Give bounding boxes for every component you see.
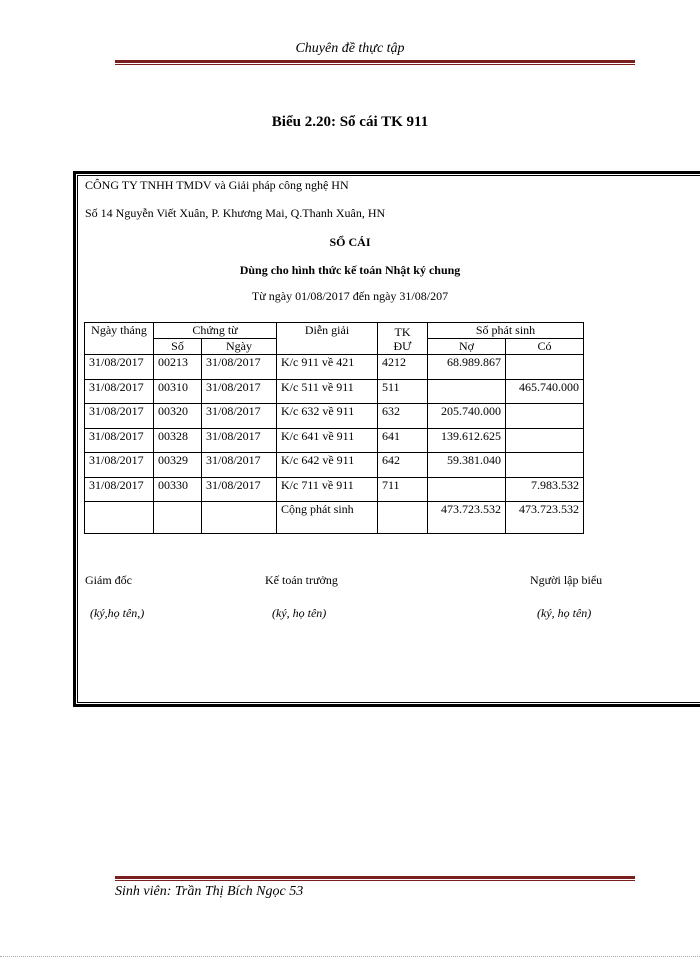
total-blank — [154, 502, 202, 534]
row-debit: 59.381.040 — [428, 453, 506, 478]
ledger-table — [84, 322, 584, 534]
row-description: K/c 632 về 911 — [277, 404, 378, 429]
figure-caption: Biểu 2.20: Sổ cái TK 911 — [271, 114, 429, 130]
total-blank — [202, 502, 277, 534]
total-label: Cộng phát sinh — [277, 502, 378, 534]
signature-role-chief-accountant: Kế toán trưởng — [265, 573, 338, 587]
row-voucher-no: 00329 — [154, 453, 202, 478]
row-voucher-date: 31/08/2017 — [202, 355, 277, 380]
col-header-description: Diễn giải — [277, 323, 378, 355]
ledger-period: Từ ngày 01/08/2017 đến ngày 31/08/207 — [251, 289, 449, 303]
row-account: 642 — [378, 453, 428, 478]
ledger-subtitle: Dùng cho hình thức kế toán Nhật ký chung — [239, 263, 461, 277]
row-debit — [428, 477, 506, 502]
footer-rule-thin — [115, 880, 635, 881]
ledger-title: SỔ CÁI — [329, 235, 371, 249]
row-description: K/c 641 về 911 — [277, 428, 378, 453]
row-credit: 7.983.532 — [506, 477, 584, 502]
header-rule — [115, 60, 635, 63]
signature-note-chief-accountant: (ký, họ tên) — [272, 606, 327, 620]
signature-note-preparer: (ký, họ tên) — [537, 606, 592, 620]
table-row — [85, 453, 584, 478]
col-header-voucher: Chứng từ — [154, 323, 277, 339]
row-voucher-date: 31/08/2017 — [202, 453, 277, 478]
page-header-title: Chuyên đề thực tập — [295, 41, 405, 56]
row-voucher-no: 00328 — [154, 428, 202, 453]
row-debit: 205.740.000 — [428, 404, 506, 429]
row-description: K/c 911 về 421 — [277, 355, 378, 380]
total-blank — [85, 502, 154, 534]
page-bottom-dotted-line — [0, 956, 700, 957]
row-debit: 68.989.867 — [428, 355, 506, 380]
row-date: 31/08/2017 — [85, 379, 154, 404]
row-date: 31/08/2017 — [85, 453, 154, 478]
signature-role-preparer: Người lập biểu — [530, 573, 603, 587]
row-date: 31/08/2017 — [85, 477, 154, 502]
row-voucher-date: 31/08/2017 — [202, 404, 277, 429]
row-debit: 139.612.625 — [428, 428, 506, 453]
total-credit: 473.723.532 — [506, 502, 584, 534]
row-account: 4212 — [378, 355, 428, 380]
col-header-voucher-no: Số — [154, 339, 202, 355]
col-header-amount: Số phát sinh — [428, 323, 584, 339]
signature-note-director: (ký,họ tên,) — [90, 606, 145, 620]
table-row — [85, 477, 584, 502]
row-credit — [506, 453, 584, 478]
col-header-debit: Nợ — [428, 339, 506, 355]
row-voucher-no: 00330 — [154, 477, 202, 502]
row-credit: 465.740.000 — [506, 379, 584, 404]
table-row — [85, 379, 584, 404]
row-voucher-date: 31/08/2017 — [202, 428, 277, 453]
row-voucher-no: 00320 — [154, 404, 202, 429]
row-voucher-date: 31/08/2017 — [202, 379, 277, 404]
company-address: Số 14 Nguyễn Viết Xuân, P. Khương Mai, Q.Thanh Xuân, HN — [85, 206, 386, 220]
table-row — [85, 404, 584, 429]
row-date: 31/08/2017 — [85, 428, 154, 453]
col-header-credit: Có — [506, 339, 584, 355]
total-debit: 473.723.532 — [428, 502, 506, 534]
row-account: 711 — [378, 477, 428, 502]
row-voucher-no: 00310 — [154, 379, 202, 404]
row-date: 31/08/2017 — [85, 404, 154, 429]
total-blank — [378, 502, 428, 534]
row-account: 511 — [378, 379, 428, 404]
total-row — [85, 502, 584, 534]
table-row — [85, 355, 584, 380]
table-row — [85, 428, 584, 453]
row-description: K/c 511 về 911 — [277, 379, 378, 404]
col-header-du: ĐƯ — [393, 338, 412, 353]
row-date: 31/08/2017 — [85, 355, 154, 380]
signature-role-director: Giám đốc — [85, 573, 132, 587]
footer-student: Sinh viên: Trần Thị Bích Ngọc 53 — [115, 884, 304, 899]
footer-rule — [115, 876, 635, 879]
header-rule-thin — [115, 64, 635, 65]
row-voucher-no: 00213 — [154, 355, 202, 380]
col-header-date: Ngày tháng — [85, 323, 154, 355]
row-description: K/c 711 về 911 — [277, 477, 378, 502]
col-header-voucher-date: Ngày — [202, 339, 277, 355]
row-account: 641 — [378, 428, 428, 453]
col-header-tk: TK — [394, 324, 411, 339]
row-debit — [428, 379, 506, 404]
col-header-account — [378, 323, 428, 355]
row-credit — [506, 428, 584, 453]
row-description: K/c 642 về 911 — [277, 453, 378, 478]
row-credit — [506, 355, 584, 380]
row-credit — [506, 404, 584, 429]
row-voucher-date: 31/08/2017 — [202, 477, 277, 502]
row-account: 632 — [378, 404, 428, 429]
company-name: CÔNG TY TNHH TMDV và Giải pháp công nghệ HN — [85, 178, 349, 192]
